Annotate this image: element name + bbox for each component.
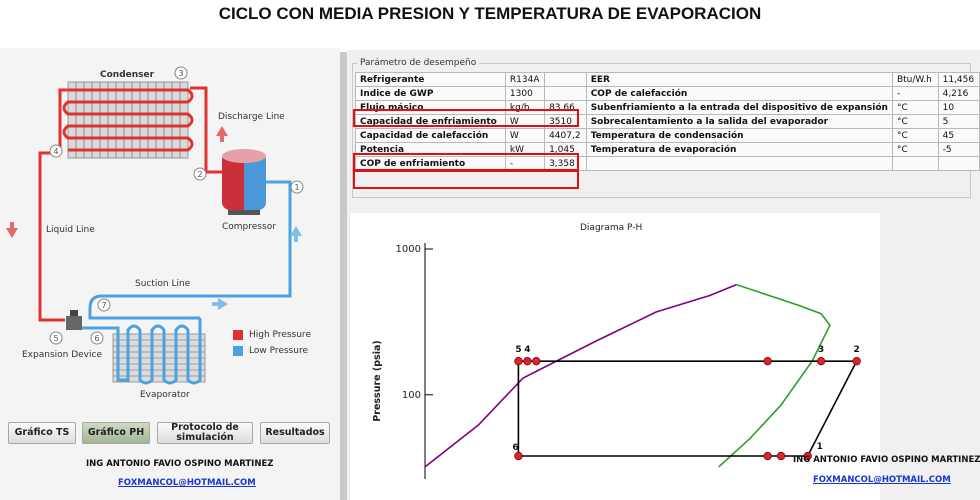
cycle-panel xyxy=(0,48,340,500)
slide-title: CICLO CON MEDIA PRESION Y TEMPERATURA DE EVAPORACION xyxy=(218,4,762,23)
y-axis-label: Pressure (psia) xyxy=(372,340,383,422)
point-3-marker xyxy=(175,67,187,79)
parameter-value2: -5 xyxy=(938,143,979,157)
author-email[interactable]: FOXMANCOL@HOTMAIL.COM xyxy=(118,478,256,488)
legend-low-pressure: Low Pressure xyxy=(249,346,309,356)
grafico-ph-button[interactable]: Gráfico PH xyxy=(82,422,150,444)
parameter-name2: COP de calefacción xyxy=(586,87,892,101)
parameter-unit: R134A xyxy=(505,73,544,87)
parameter-value: 3,358 xyxy=(545,157,587,171)
parameter-value2: 45 xyxy=(938,129,979,143)
parameter-name: COP de enfriamiento xyxy=(356,157,506,171)
protocolo-simulacion-button[interactable]: Protocolo de simulación xyxy=(157,422,253,444)
resultados-button[interactable]: Resultados xyxy=(260,422,330,444)
cycle-point xyxy=(532,357,540,365)
parameter-value2: 4,216 xyxy=(938,87,979,101)
highlight-cop-enfriamiento xyxy=(353,170,579,189)
cycle-point-label: 5 xyxy=(515,345,522,356)
parameter-value xyxy=(545,87,587,101)
parameter-unit: kW xyxy=(505,143,544,157)
series-line-1 xyxy=(425,285,737,467)
flow-arrow-up-icon xyxy=(216,126,228,142)
highlight-flujo-masico xyxy=(353,109,579,127)
highlight-potencia xyxy=(353,153,579,171)
cycle-point-label: 1 xyxy=(816,442,823,453)
compressor-label: Compressor xyxy=(222,222,276,232)
parameter-value2: 11,456 xyxy=(938,73,979,87)
condenser-label: Condenser xyxy=(100,70,155,80)
parameter-unit2: - xyxy=(892,87,938,101)
parameter-name: Potencia xyxy=(356,143,506,157)
series-line-2 xyxy=(719,285,830,467)
flow-arrow-right-icon xyxy=(212,298,228,310)
condenser-icon xyxy=(64,82,192,158)
svg-text:7: 7 xyxy=(101,301,107,310)
cycle-point xyxy=(764,452,772,460)
parameter-value2 xyxy=(938,157,979,171)
evaporator-return-pipe xyxy=(90,310,200,318)
parameter-name2 xyxy=(586,157,892,171)
parameter-name: Indice de GWP xyxy=(356,87,506,101)
parameter-unit2: Btu/W.h xyxy=(892,73,938,87)
results-panel xyxy=(347,50,980,500)
grafico-ts-button[interactable]: Gráfico TS xyxy=(8,422,76,444)
parameter-value: 3510 xyxy=(545,115,587,129)
parameter-value: 4407,2 xyxy=(545,129,587,143)
parameter-name2: Temperatura de condensación xyxy=(586,129,892,143)
chart-author-email[interactable]: FOXMANCOL@HOTMAIL.COM xyxy=(813,475,951,485)
performance-parameters-legend: Parámetro de desempeño xyxy=(360,58,477,68)
parameter-unit: kg/h xyxy=(505,101,544,115)
cycle-point xyxy=(524,357,532,365)
evaporator-label: Evaporator xyxy=(140,390,190,400)
discharge-line-label: Discharge Line xyxy=(218,112,285,122)
suction-line-label: Suction Line xyxy=(135,279,191,289)
svg-text:2: 2 xyxy=(197,170,203,179)
svg-text:6: 6 xyxy=(94,334,100,343)
point-6-marker xyxy=(91,332,103,344)
cycle-point xyxy=(817,357,825,365)
series-line-3 xyxy=(518,361,856,456)
parameter-name2: Subenfriamiento a la entrada del dispositivo de expansión xyxy=(586,101,892,115)
point-4-marker xyxy=(50,145,62,157)
panel-divider xyxy=(340,52,347,500)
point-5-marker xyxy=(50,332,62,344)
parameter-value2: 5 xyxy=(938,115,979,129)
parameter-name: Capacidad de calefacción xyxy=(356,129,506,143)
cycle-point-label: 4 xyxy=(524,345,531,356)
expansion-device-label: Expansion Device xyxy=(22,350,102,360)
parameter-unit2: °C xyxy=(892,143,938,157)
author-name: ING ANTONIO FAVIO OSPINO MARTINEZ xyxy=(86,459,274,469)
parameter-name2: EER xyxy=(586,73,892,87)
parameter-name: Refrigerante xyxy=(356,73,506,87)
point-7-marker xyxy=(98,299,110,311)
liquid-line-pipe xyxy=(40,153,65,320)
svg-text:3: 3 xyxy=(178,69,184,78)
parameter-value xyxy=(545,73,587,87)
parameter-unit2 xyxy=(892,157,938,171)
legend-high-pressure: High Pressure xyxy=(249,330,311,340)
cycle-point xyxy=(853,357,861,365)
cycle-point xyxy=(515,452,523,460)
chart-title: Diagrama P-H xyxy=(580,223,643,233)
parameter-unit: - xyxy=(505,157,544,171)
parameter-name2: Temperatura de evaporación xyxy=(586,143,892,157)
liquid-line-label: Liquid Line xyxy=(46,225,95,235)
parameter-name: Flujo másico xyxy=(356,101,506,115)
point-2-marker xyxy=(194,168,206,180)
parameter-unit2: °C xyxy=(892,101,938,115)
parameter-name: Capacidad de enfriamiento xyxy=(356,115,506,129)
discharge-line-pipe xyxy=(190,88,224,172)
point-1-marker xyxy=(291,181,303,193)
parameter-unit2: °C xyxy=(892,115,938,129)
compressor-icon xyxy=(222,149,266,215)
cycle-point-label: 3 xyxy=(817,345,825,356)
flow-arrow-down-icon xyxy=(6,222,18,238)
svg-text:1: 1 xyxy=(294,183,300,192)
svg-text:4: 4 xyxy=(53,147,59,156)
cycle-point xyxy=(764,357,772,365)
evaporator-icon xyxy=(105,318,205,383)
parameter-row xyxy=(356,129,980,143)
parameter-value: 83,66 xyxy=(545,101,587,115)
parameter-unit: 1300 xyxy=(505,87,544,101)
chart-author-name: ING ANTONIO FAVIO OSPINO MARTINEZ xyxy=(793,455,980,465)
y-tick-label: 1000 xyxy=(395,244,421,255)
low-pressure-swatch xyxy=(233,346,243,356)
cycle-point xyxy=(777,452,785,460)
parameter-unit: W xyxy=(505,129,544,143)
parameter-unit2: °C xyxy=(892,129,938,143)
svg-text:5: 5 xyxy=(53,334,59,343)
parameter-value2: 10 xyxy=(938,101,979,115)
high-pressure-swatch xyxy=(233,330,243,340)
cycle-point xyxy=(515,357,523,365)
parameter-unit: W xyxy=(505,115,544,129)
y-tick-label: 100 xyxy=(401,389,421,401)
parameter-value: 1,045 xyxy=(545,143,587,157)
parameter-row xyxy=(356,73,980,87)
flow-arrow-up-blue-icon xyxy=(290,226,302,242)
parameter-name2: Sobrecalentamiento a la salida del evaporador xyxy=(586,115,892,129)
cycle-point-label: 6 xyxy=(512,443,519,454)
parameter-row xyxy=(356,87,980,101)
expansion-device-icon xyxy=(66,310,82,330)
cycle-point-label: 2 xyxy=(853,345,860,356)
